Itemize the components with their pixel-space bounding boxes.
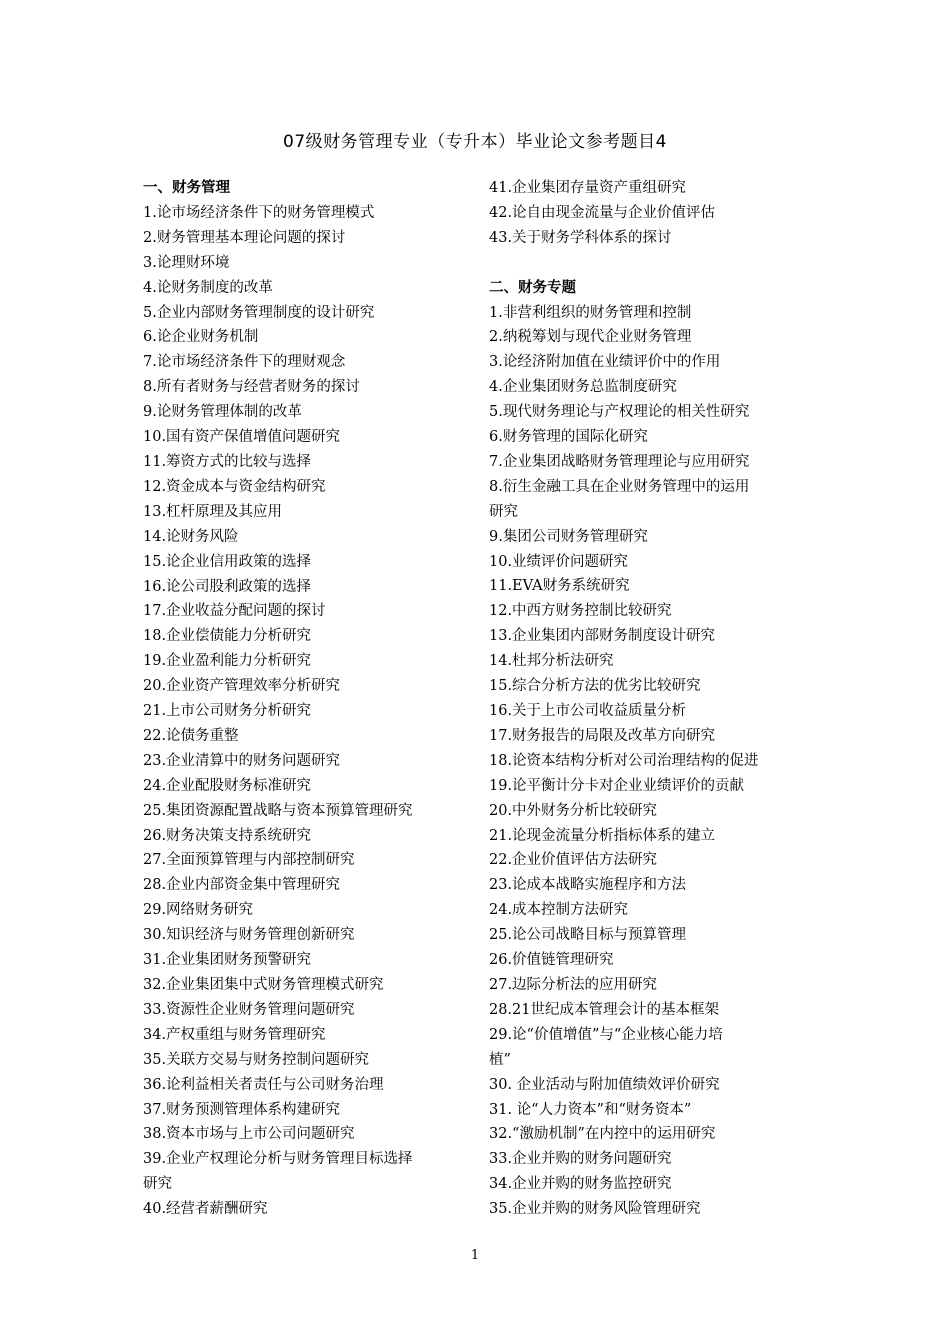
list-item: 15.论企业信用政策的选择	[143, 553, 312, 570]
list-item: 22.企业价值评估方法研究	[489, 852, 658, 869]
list-item: 7.企业集团战略财务管理理论与应用研究	[489, 453, 750, 470]
list-item: 34.企业并购的财务监控研究	[489, 1176, 672, 1193]
list-item: 34.产权重组与财务管理研究	[143, 1026, 326, 1043]
section2-list	[489, 301, 809, 1223]
list-item: 2.财务管理基本理论问题的探讨	[143, 229, 346, 246]
list-item: 23.论成本战略实施程序和方法	[489, 877, 687, 894]
list-item: 23.企业清算中的财务问题研究	[143, 752, 341, 769]
list-item: 31. 论“人力资本”和“财务资本”	[489, 1101, 692, 1118]
list-item: 5.现代财务理论与产权理论的相关性研究	[489, 404, 750, 421]
list-item: 5.企业内部财务管理制度的设计研究	[143, 304, 375, 321]
list-item: 21.论现金流量分析指标体系的建立	[489, 827, 716, 844]
left-column	[143, 176, 463, 1222]
right-column	[489, 176, 809, 1222]
list-item: 10.业绩评价问题研究	[489, 553, 629, 570]
list-item: 11.筹资方式的比较与选择	[143, 453, 312, 470]
list-item: 22.论债务重整	[143, 727, 239, 744]
list-item: 32.企业集团集中式财务管理模式研究	[143, 977, 384, 993]
list-item: 13.杠杆原理及其应用	[143, 503, 283, 520]
list-item: 42.论自由现金流量与企业价值评估	[489, 204, 716, 221]
list-item: 30.知识经济与财务管理创新研究	[143, 927, 355, 944]
list-item: 27.全面预算管理与内部控制研究	[143, 852, 355, 869]
list-item: 3.论经济附加值在业绩评价中的作用	[489, 354, 721, 371]
list-item: 24.成本控制方法研究	[489, 902, 629, 919]
list-item: 17.企业收益分配问题的探讨	[143, 603, 326, 620]
section-spacer	[489, 251, 809, 276]
list-item: 8.所有者财务与经营者财务的探讨	[143, 379, 360, 396]
list-item: 38.资本市场与上市公司问题研究	[143, 1126, 355, 1143]
list-item: 9.集团公司财务管理研究	[489, 528, 648, 545]
section-heading-finance-management: 一、财务管理	[143, 180, 230, 196]
document-title: 07级财务管理专业（专升本）毕业论文参考题目4	[283, 132, 667, 152]
list-item: 37.财务预测管理体系构建研究	[143, 1101, 341, 1118]
list-item: 20.企业资产管理效率分析研究	[143, 678, 341, 695]
list-item: 6.财务管理的国际化研究	[489, 429, 648, 446]
list-item: 10.国有资产保值增值问题研究	[143, 429, 341, 446]
list-item: 14.论财务风险	[143, 528, 239, 545]
list-item: 研究	[143, 1176, 172, 1193]
list-item: 29.论“价值增值”与“企业核心能力培	[489, 1026, 723, 1043]
list-item: 25.论公司战略目标与预算管理	[489, 927, 687, 944]
list-item: 1.非营利组织的财务管理和控制	[489, 304, 692, 321]
section1-list	[143, 201, 463, 1222]
list-item: 9.论财务管理体制的改革	[143, 404, 302, 421]
list-item: 40.经营者薪酬研究	[143, 1201, 268, 1218]
page-number: 1	[470, 1248, 480, 1263]
list-item: 33.资源性企业财务管理问题研究	[143, 1001, 355, 1018]
list-item: 28.21世纪成本管理会计的基本框架	[489, 1001, 720, 1018]
list-item: 13.企业集团内部财务制度设计研究	[489, 628, 716, 645]
section1-continued-list	[489, 176, 809, 251]
list-item: 21.上市公司财务分析研究	[143, 703, 312, 720]
list-item: 28.企业内部资金集中管理研究	[143, 877, 341, 894]
list-item: 43.关于财务学科体系的探讨	[489, 229, 672, 246]
list-item: 18.论资本结构分析对公司治理结构的促进	[489, 752, 759, 769]
list-item: 6.论企业财务机制	[143, 329, 259, 346]
list-item: 39.企业产权理论分析与财务管理目标选择	[143, 1151, 413, 1168]
list-item: 35.企业并购的财务风险管理研究	[489, 1201, 701, 1218]
list-item: 24.企业配股财务标准研究	[143, 777, 312, 794]
list-item: 研究	[489, 503, 518, 520]
list-item: 26.价值链管理研究	[489, 952, 614, 969]
list-item: 19.企业盈利能力分析研究	[143, 653, 312, 670]
section-heading-finance-topics: 二、财务专题	[489, 279, 576, 296]
list-item: 12.资金成本与资金结构研究	[143, 478, 326, 495]
list-item: 11.EVA财务系统研究	[489, 578, 630, 595]
list-item: 35.关联方交易与财务控制问题研究	[143, 1051, 370, 1068]
list-item: 19.论平衡计分卡对企业业绩评价的贡献	[489, 777, 745, 794]
list-item: 33.企业并购的财务问题研究	[489, 1151, 672, 1168]
list-item: 8.衍生金融工具在企业财务管理中的运用	[489, 478, 750, 495]
list-item: 31.企业集团财务预警研究	[143, 952, 312, 969]
list-item: 4.论财务制度的改革	[143, 279, 273, 296]
list-item: 17.财务报告的局限及改革方向研究	[489, 727, 716, 744]
list-item: 3.论理财环境	[143, 254, 230, 271]
list-item: 2.纳税筹划与现代企业财务管理	[489, 329, 692, 346]
list-item: 27.边际分析法的应用研究	[489, 976, 658, 993]
list-item: 30. 企业活动与附加值绩效评价研究	[489, 1076, 720, 1093]
list-item: 15.综合分析方法的优劣比较研究	[489, 678, 701, 695]
list-item: 1.论市场经济条件下的财务管理模式	[143, 204, 375, 221]
list-item: 4.企业集团财务总监制度研究	[489, 379, 677, 396]
list-item: 29.网络财务研究	[143, 902, 254, 919]
list-item: 36.论利益相关者责任与公司财务治理	[143, 1076, 384, 1093]
list-item: 20.中外财务分析比较研究	[489, 802, 658, 819]
list-item: 41.企业集团存量资产重组研究	[489, 180, 687, 196]
list-item: 25.集团资源配置战略与资本预算管理研究	[143, 802, 413, 819]
list-item: 32.“激励机制”在内控中的运用研究	[489, 1126, 716, 1143]
list-item: 植”	[489, 1051, 511, 1068]
list-item: 18.企业偿债能力分析研究	[143, 628, 312, 645]
list-item: 12.中西方财务控制比较研究	[489, 603, 672, 620]
list-item: 7.论市场经济条件下的理财观念	[143, 354, 346, 371]
list-item: 16.论公司股利政策的选择	[143, 578, 312, 595]
list-item: 16.关于上市公司收益质量分析	[489, 703, 687, 720]
list-item: 26.财务决策支持系统研究	[143, 827, 312, 844]
list-item: 14.杜邦分析法研究	[489, 653, 614, 670]
